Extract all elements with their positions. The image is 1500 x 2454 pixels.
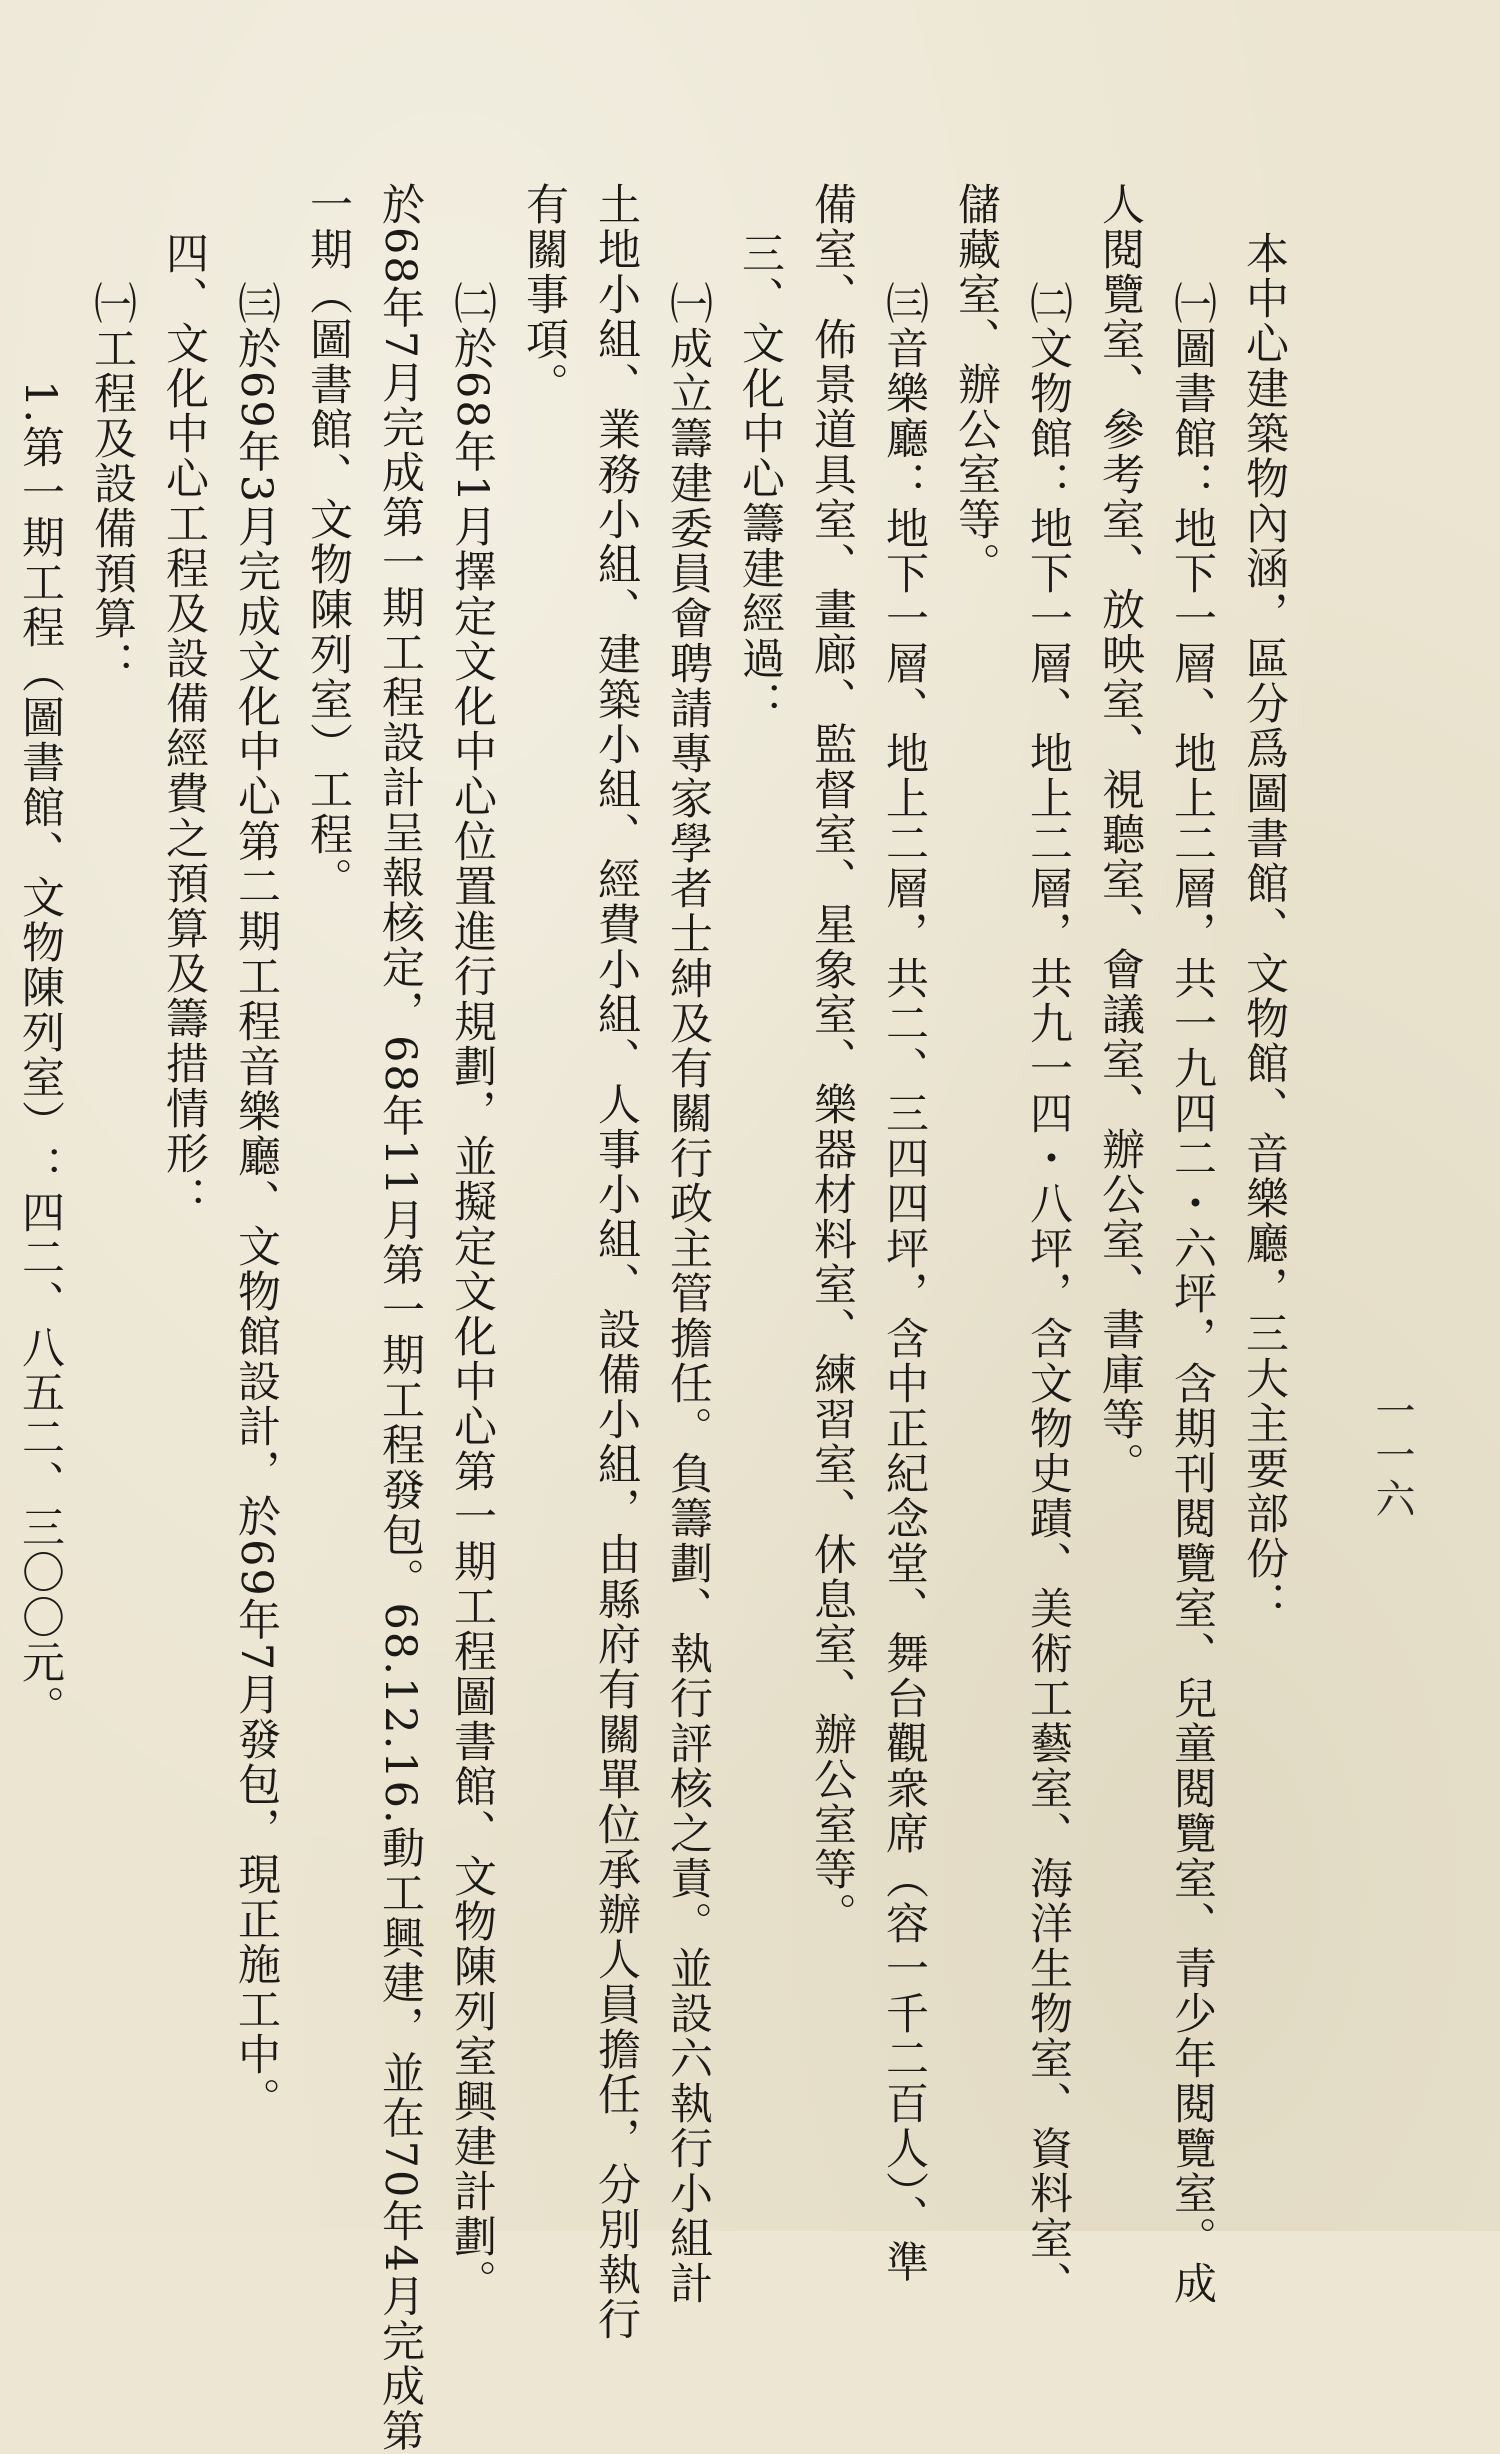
text-column: 儲藏室、辦公室等。 bbox=[951, 182, 1001, 587]
budget-item bbox=[0, 182, 4, 2062]
text-column: 本中心建築物內涵，區分爲圖書館、文物館、音樂廳，三大主要部份： bbox=[1239, 231, 1289, 1627]
text-column: ㈢於69年3月完成文化中心第二期工程音樂廳、文物館設計，於69年7月發包，現正施工中。 bbox=[231, 280, 281, 2123]
text-column: ㈢音樂廳：地下一層、地上二層，共二、三四四坪，含中正紀念堂、舞台觀衆席（容一千二百人）、準 bbox=[879, 280, 929, 2285]
text-column: 土地小組、業務小組、建築小組、經費小組、人事小組、設備小組，由縣府有關單位承辦人員擔任，分別執行 bbox=[591, 182, 641, 2342]
text-column: 於68年7月完成第一期工程設計呈報核定，68年11月第一期工程發包。68.12.16.動工興建，並在70年4月完成第 bbox=[375, 182, 425, 2454]
text-column: 備室、佈景道具室、畫廊、監督室、星象室、樂器材料室、練習室、休息室、辦公室等。 bbox=[807, 182, 857, 1937]
section-heading: 四、文化中心工程及設備經費之預算及籌措情形： bbox=[159, 231, 209, 1222]
text-column: ㈠成立籌建委員會聘請專家學者士紳及有關行政主管擔任。負籌劃、執行評核之責。並設六執行小組計 bbox=[663, 280, 713, 2306]
text-column: 人閱覽室、參考室、放映室、視聽室、會議室、辦公室、書庫等。 bbox=[1095, 182, 1145, 1487]
text-column: 有關事項。 bbox=[519, 182, 569, 407]
subsection-heading: ㈠工程及設備預算： bbox=[87, 280, 137, 686]
text-column: ㈡文物館：地下一層、地上二層，共九一四・八坪，含文物史蹟、美術工藝室、海洋生物室、資料室、 bbox=[1023, 280, 1073, 2306]
page-number: 一一六 bbox=[1369, 1390, 1415, 1522]
text-column: ㈠圖書館：地下一層、地上二層，共一九四二・六坪，含期刊閱覽室、兒童閱覽室、青少年閱覽室。成 bbox=[1167, 280, 1217, 2306]
budget-item: 1.第一期工程（圖書館、文物陳列室）：四二、八五二、三〇〇元。 bbox=[15, 379, 65, 1730]
text-column: 一期（圖書館、文物陳列室）工程。 bbox=[303, 182, 353, 902]
text-column: ㈡於68年1月擇定文化中心位置進行規劃，並擬定文化中心第一期工程圖書館、文物陳列室興建計劃。 bbox=[447, 280, 497, 2304]
section-heading: 三、文化中心籌建經過： bbox=[735, 231, 785, 727]
body-text bbox=[0, 182, 1300, 2454]
